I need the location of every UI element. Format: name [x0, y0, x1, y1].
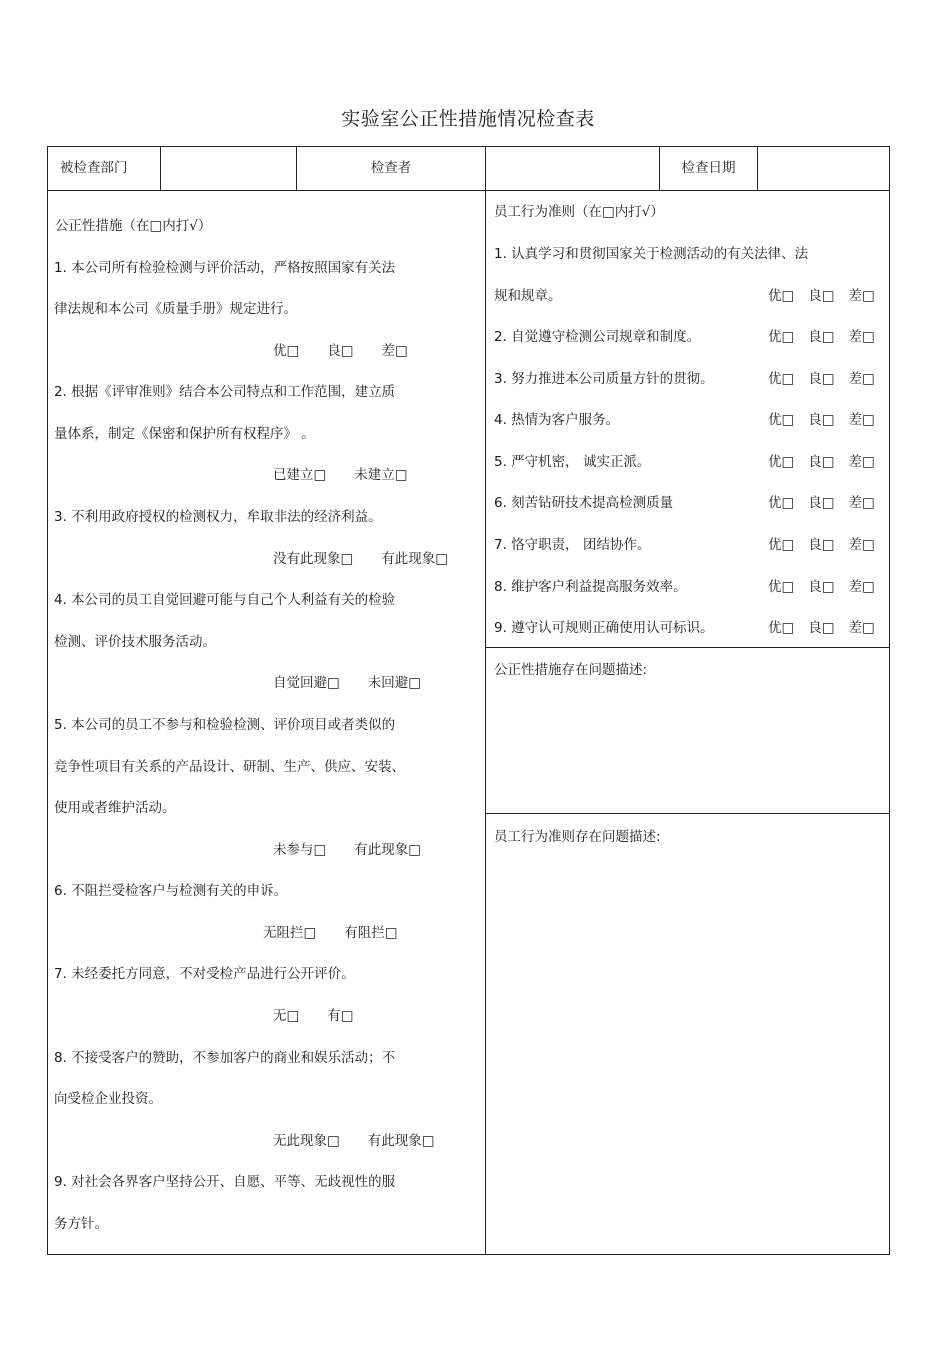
page-title: 实验室公正性措施情况检查表	[341, 108, 595, 130]
section-divider	[486, 813, 890, 814]
fairness-item-6-options	[263, 921, 398, 941]
fairness-item-3-line-1: 3. 不利用政府授权的检测权力，牟取非法的经济利益。	[54, 509, 382, 525]
dept-label: 被检查部门	[60, 160, 128, 176]
fairness-item-7-options	[273, 1004, 354, 1024]
rating-excellent[interactable]: 优□	[768, 371, 795, 387]
fairness-item-2-options	[273, 463, 408, 483]
fairness-item-8-line-2: 向受检企业投资。	[54, 1091, 162, 1107]
conduct-item-3: 3. 努力推进本公司质量方针的贯彻。	[494, 371, 714, 387]
option-good[interactable]: 良□	[327, 343, 354, 359]
fairness-item-9-line-1: 9. 对社会各界客户坚持公开、自愿、平等、无歧视性的服	[54, 1174, 396, 1190]
option-excellent[interactable]: 优□	[273, 343, 300, 359]
option-has-such-case[interactable]: 有此现象□	[354, 842, 422, 858]
conduct-heading: 员工行为准则（在□内打√）	[494, 204, 664, 220]
option-no-obstruction[interactable]: 无阻拦□	[263, 925, 317, 941]
rating-good[interactable]: 良□	[808, 495, 835, 511]
conduct-item-4-rating	[768, 408, 875, 428]
option-has-obstruction[interactable]: 有阻拦□	[344, 925, 398, 941]
checklist-body	[47, 190, 890, 1255]
conduct-item-6: 6. 刻苦钻研技术提高检测质量	[494, 495, 674, 511]
conduct-item-7: 7. 恪守职责， 团结协作。	[494, 537, 651, 553]
rating-good[interactable]: 良□	[808, 329, 835, 345]
option-has[interactable]: 有□	[327, 1008, 354, 1024]
rating-excellent[interactable]: 优□	[768, 288, 795, 304]
conduct-item-2: 2. 自觉遵守检测公司规章和制度。	[494, 329, 701, 345]
fairness-item-7-line-1: 7. 未经委托方同意，不对受检产品进行公开评价。	[54, 966, 355, 982]
fairness-item-1-line-1: 1. 本公司所有检验检测与评价活动，严格按照国家有关法	[54, 260, 396, 276]
section-divider	[486, 647, 890, 648]
option-no-such-case[interactable]: 无此现象□	[273, 1133, 340, 1149]
option-not-avoided[interactable]: 未回避□	[367, 675, 422, 691]
option-established[interactable]: 已建立□	[273, 467, 327, 483]
rating-good[interactable]: 良□	[808, 288, 835, 304]
option-not-established[interactable]: 未建立□	[354, 467, 408, 483]
fairness-item-5-options	[273, 838, 421, 858]
conduct-item-6-rating	[768, 491, 875, 511]
rating-poor[interactable]: 差□	[848, 412, 875, 428]
conduct-issues-label: 员工行为准则存在问题描述:	[494, 829, 661, 845]
column-divider	[485, 190, 486, 1254]
option-none[interactable]: 无□	[273, 1008, 300, 1024]
rating-excellent[interactable]: 优□	[768, 537, 795, 553]
header-row	[47, 146, 890, 191]
fairness-issues-area[interactable]	[488, 680, 886, 808]
inspector-field[interactable]	[486, 147, 659, 190]
fairness-item-5-line-3: 使用或者维护活动。	[54, 800, 176, 816]
option-has-such-case[interactable]: 有此现象□	[381, 551, 449, 567]
conduct-item-1-line-1: 1. 认真学习和贯彻国家关于检测活动的有关法律、法	[494, 246, 809, 262]
fairness-item-8-line-1: 8. 不接受客户的赞助，不参加客户的商业和娱乐活动；不	[54, 1050, 396, 1066]
rating-poor[interactable]: 差□	[848, 537, 875, 553]
fairness-item-5-line-2: 竞争性项目有关系的产品设计、研制、生产、供应、安装、	[54, 759, 405, 775]
conduct-item-8: 8. 维护客户利益提高服务效率。	[494, 579, 687, 595]
conduct-item-9: 9. 遵守认可规则正确使用认可标识。	[494, 620, 714, 636]
option-has-such-case[interactable]: 有此现象□	[367, 1133, 435, 1149]
inspector-label: 检查者	[370, 160, 412, 176]
fairness-item-4-line-2: 检测、评价技术服务活动。	[54, 634, 216, 650]
date-field[interactable]	[758, 147, 888, 190]
rating-poor[interactable]: 差□	[848, 288, 875, 304]
fairness-issues-label: 公正性措施存在问题描述:	[494, 662, 648, 678]
rating-excellent[interactable]: 优□	[768, 620, 795, 636]
rating-good[interactable]: 良□	[808, 620, 835, 636]
conduct-issues-area[interactable]	[488, 848, 886, 1248]
rating-excellent[interactable]: 优□	[768, 579, 795, 595]
rating-excellent[interactable]: 优□	[768, 454, 795, 470]
fairness-item-4-line-1: 4. 本公司的员工自觉回避可能与自己个人利益有关的检验	[54, 592, 396, 608]
fairness-item-9-line-2: 务方针。	[54, 1216, 108, 1232]
rating-poor[interactable]: 差□	[848, 579, 875, 595]
fairness-item-1-options	[273, 339, 408, 359]
rating-good[interactable]: 良□	[808, 412, 835, 428]
fairness-item-4-options	[273, 671, 421, 691]
conduct-item-5: 5. 严守机密， 诚实正派。	[494, 454, 651, 470]
rating-poor[interactable]: 差□	[848, 371, 875, 387]
conduct-item-8-rating	[768, 575, 875, 595]
fairness-item-3-options	[273, 547, 448, 567]
fairness-item-2-line-2: 量体系，制定《保密和保护所有权程序》 。	[54, 426, 315, 442]
conduct-item-5-rating	[768, 450, 875, 470]
rating-good[interactable]: 良□	[808, 371, 835, 387]
conduct-item-9-rating	[768, 616, 875, 636]
rating-excellent[interactable]: 优□	[768, 495, 795, 511]
option-poor[interactable]: 差□	[381, 343, 408, 359]
rating-excellent[interactable]: 优□	[768, 412, 795, 428]
rating-good[interactable]: 良□	[808, 579, 835, 595]
fairness-item-1-line-2: 律法规和本公司《质量手册》规定进行。	[54, 301, 297, 317]
fairness-item-8-options	[273, 1129, 435, 1149]
rating-poor[interactable]: 差□	[848, 620, 875, 636]
conduct-item-4: 4. 热情为客户服务。	[494, 412, 620, 428]
fairness-item-6-line-1: 6. 不阻拦受检客户与检测有关的申诉。	[54, 883, 288, 899]
fairness-item-2-line-1: 2. 根据《评审准则》结合本公司特点和工作范围，建立质	[54, 384, 396, 400]
rating-good[interactable]: 良□	[808, 537, 835, 553]
option-not-involved[interactable]: 未参与□	[273, 842, 327, 858]
conduct-item-3-rating	[768, 367, 875, 387]
conduct-item-1-line-2: 规和规章。	[494, 288, 562, 304]
conduct-item-7-rating	[768, 533, 875, 553]
rating-poor[interactable]: 差□	[848, 454, 875, 470]
fairness-item-5-line-1: 5. 本公司的员工不参与和检验检测、评价项目或者类似的	[54, 717, 396, 733]
rating-poor[interactable]: 差□	[848, 495, 875, 511]
rating-good[interactable]: 良□	[808, 454, 835, 470]
conduct-item-1-rating	[768, 284, 875, 304]
rating-poor[interactable]: 差□	[848, 329, 875, 345]
date-label: 检查日期	[681, 160, 736, 176]
option-avoided[interactable]: 自觉回避□	[273, 675, 340, 691]
fairness-heading: 公正性措施（在□内打√）	[55, 218, 212, 234]
dept-field[interactable]	[161, 147, 296, 190]
conduct-item-2-rating	[768, 325, 875, 345]
rating-excellent[interactable]: 优□	[768, 329, 795, 345]
option-no-such-case[interactable]: 没有此现象□	[273, 551, 354, 567]
